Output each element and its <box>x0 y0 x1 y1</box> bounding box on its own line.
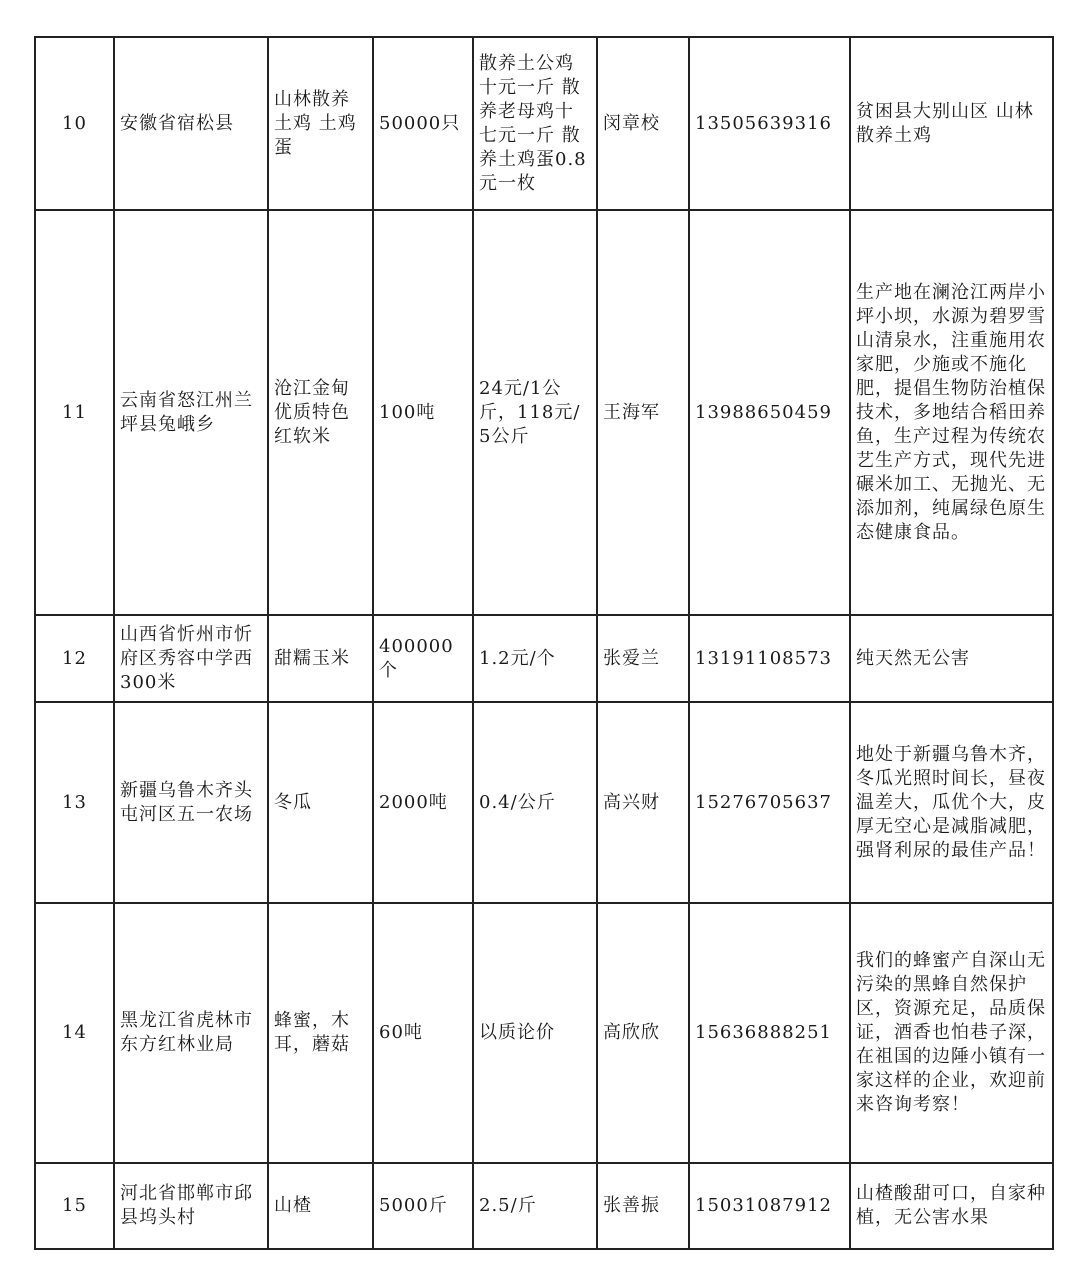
phone-cell: 15276705637 <box>689 702 850 903</box>
row-number: 10 <box>35 37 114 210</box>
location-cell: 云南省怒江州兰坪县兔峨乡 <box>114 210 268 615</box>
price-cell: 以质论价 <box>473 903 597 1163</box>
contact-cell: 张善振 <box>597 1163 689 1249</box>
quantity-cell: 50000只 <box>373 37 473 210</box>
price-cell: 0.4/公斤 <box>473 702 597 903</box>
table-row <box>35 903 1053 1163</box>
product-cell: 沧江金甸优质特色红软米 <box>268 210 373 615</box>
quantity-cell: 400000个 <box>373 615 473 702</box>
phone-cell: 13191108573 <box>689 615 850 702</box>
table-row <box>35 1163 1053 1249</box>
row-number: 15 <box>35 1163 114 1249</box>
table-row <box>35 37 1053 210</box>
description-cell: 贫困县大别山区 山林散养土鸡 <box>850 37 1053 210</box>
description-cell: 山楂酸甜可口，自家种植，无公害水果 <box>850 1163 1053 1249</box>
description-cell: 生产地在澜沧江两岸小坪小坝，水源为碧罗雪山清泉水，注重施用农家肥，少施或不施化肥，提倡生物防治植保技术，多地结合稻田养鱼，生产过程为传统农艺生产方式，现代先进碾米加工、无抛光、无添加剂，纯属绿色原生态健康食品。 <box>850 210 1053 615</box>
row-number: 14 <box>35 903 114 1163</box>
contact-cell: 高兴财 <box>597 702 689 903</box>
row-number: 13 <box>35 702 114 903</box>
contact-cell: 王海军 <box>597 210 689 615</box>
quantity-cell: 5000斤 <box>373 1163 473 1249</box>
phone-cell: 15031087912 <box>689 1163 850 1249</box>
location-cell: 安徽省宿松县 <box>114 37 268 210</box>
product-listing-table <box>34 36 1054 1250</box>
product-cell: 冬瓜 <box>268 702 373 903</box>
location-cell: 新疆乌鲁木齐头屯河区五一农场 <box>114 702 268 903</box>
product-cell: 蜂蜜，木耳，蘑菇 <box>268 903 373 1163</box>
description-cell: 纯天然无公害 <box>850 615 1053 702</box>
location-cell: 黑龙江省虎林市东方红林业局 <box>114 903 268 1163</box>
product-cell: 甜糯玉米 <box>268 615 373 702</box>
phone-cell: 13988650459 <box>689 210 850 615</box>
price-cell: 2.5/斤 <box>473 1163 597 1249</box>
contact-cell: 高欣欣 <box>597 903 689 1163</box>
product-cell: 山楂 <box>268 1163 373 1249</box>
phone-cell: 15636888251 <box>689 903 850 1163</box>
table-row <box>35 702 1053 903</box>
price-cell: 散养土公鸡十元一斤 散养老母鸡十七元一斤 散养土鸡蛋0.8元一枚 <box>473 37 597 210</box>
price-cell: 1.2元/个 <box>473 615 597 702</box>
location-cell: 山西省忻州市忻府区秀容中学西300米 <box>114 615 268 702</box>
product-cell: 山林散养土鸡 土鸡蛋 <box>268 37 373 210</box>
table-row <box>35 210 1053 615</box>
quantity-cell: 60吨 <box>373 903 473 1163</box>
quantity-cell: 100吨 <box>373 210 473 615</box>
phone-cell: 13505639316 <box>689 37 850 210</box>
price-cell: 24元/1公斤，118元/5公斤 <box>473 210 597 615</box>
contact-cell: 张爱兰 <box>597 615 689 702</box>
location-cell: 河北省邯郸市邱县坞头村 <box>114 1163 268 1249</box>
description-cell: 地处于新疆乌鲁木齐，冬瓜光照时间长，昼夜温差大，瓜优个大，皮厚无空心是减脂减肥，强肾利尿的最佳产品！ <box>850 702 1053 903</box>
row-number: 12 <box>35 615 114 702</box>
table-row <box>35 615 1053 702</box>
row-number: 11 <box>35 210 114 615</box>
contact-cell: 闵章校 <box>597 37 689 210</box>
quantity-cell: 2000吨 <box>373 702 473 903</box>
description-cell: 我们的蜂蜜产自深山无污染的黑蜂自然保护区，资源充足，品质保证，酒香也怕巷子深，在祖国的边陲小镇有一家这样的企业，欢迎前来咨询考察！ <box>850 903 1053 1163</box>
